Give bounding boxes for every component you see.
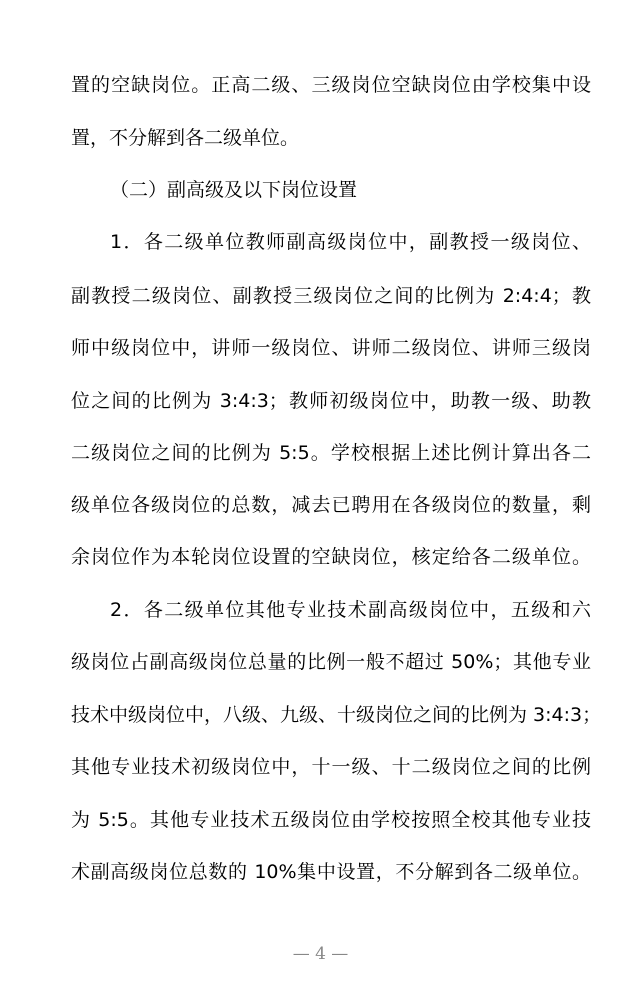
text-line: 术副高级岗位总数的 10%集中设置，不分解到各二级单位。 (71, 861, 591, 883)
text-line: 二级岗位之间的比例为 5:5。学校根据上述比例计算出各二 (71, 442, 591, 464)
section-heading: （二）副高级及以下岗位设置 (110, 179, 358, 201)
text-line: 置，不分解到各二级单位。 (71, 127, 300, 149)
text-line: 2．各二级单位其他专业技术副高级岗位中，五级和六 (110, 599, 591, 621)
text-line: 副教授二级岗位、副教授三级岗位之间的比例为 2:4:4；教 (71, 285, 591, 307)
text-line: 其他专业技术初级岗位中，十一级、十二级岗位之间的比例 (71, 756, 591, 778)
text-line: 技术中级岗位中，八级、九级、十级岗位之间的比例为 3:4:3； (71, 704, 602, 726)
text-line: 1．各二级单位教师副高级岗位中，副教授一级岗位、 (110, 231, 591, 253)
text-line: 级单位各级岗位的总数，减去已聘用在各级岗位的数量，剩 (71, 494, 591, 516)
text-line: 为 5:5。其他专业技术五级岗位由学校按照全校其他专业技 (71, 809, 591, 831)
text-line: 置的空缺岗位。正高二级、三级岗位空缺岗位由学校集中设 (71, 74, 591, 96)
text-line: 位之间的比例为 3:4:3；教师初级岗位中，助教一级、助教 (71, 390, 591, 412)
page-number: — 4 — (292, 944, 349, 964)
text-line: 级岗位占副高级岗位总量的比例一般不超过 50%；其他专业 (71, 651, 591, 673)
text-line: 师中级岗位中，讲师一级岗位、讲师二级岗位、讲师三级岗 (71, 337, 591, 359)
text-line: 余岗位作为本轮岗位设置的空缺岗位，核定给各二级单位。 (71, 546, 591, 568)
